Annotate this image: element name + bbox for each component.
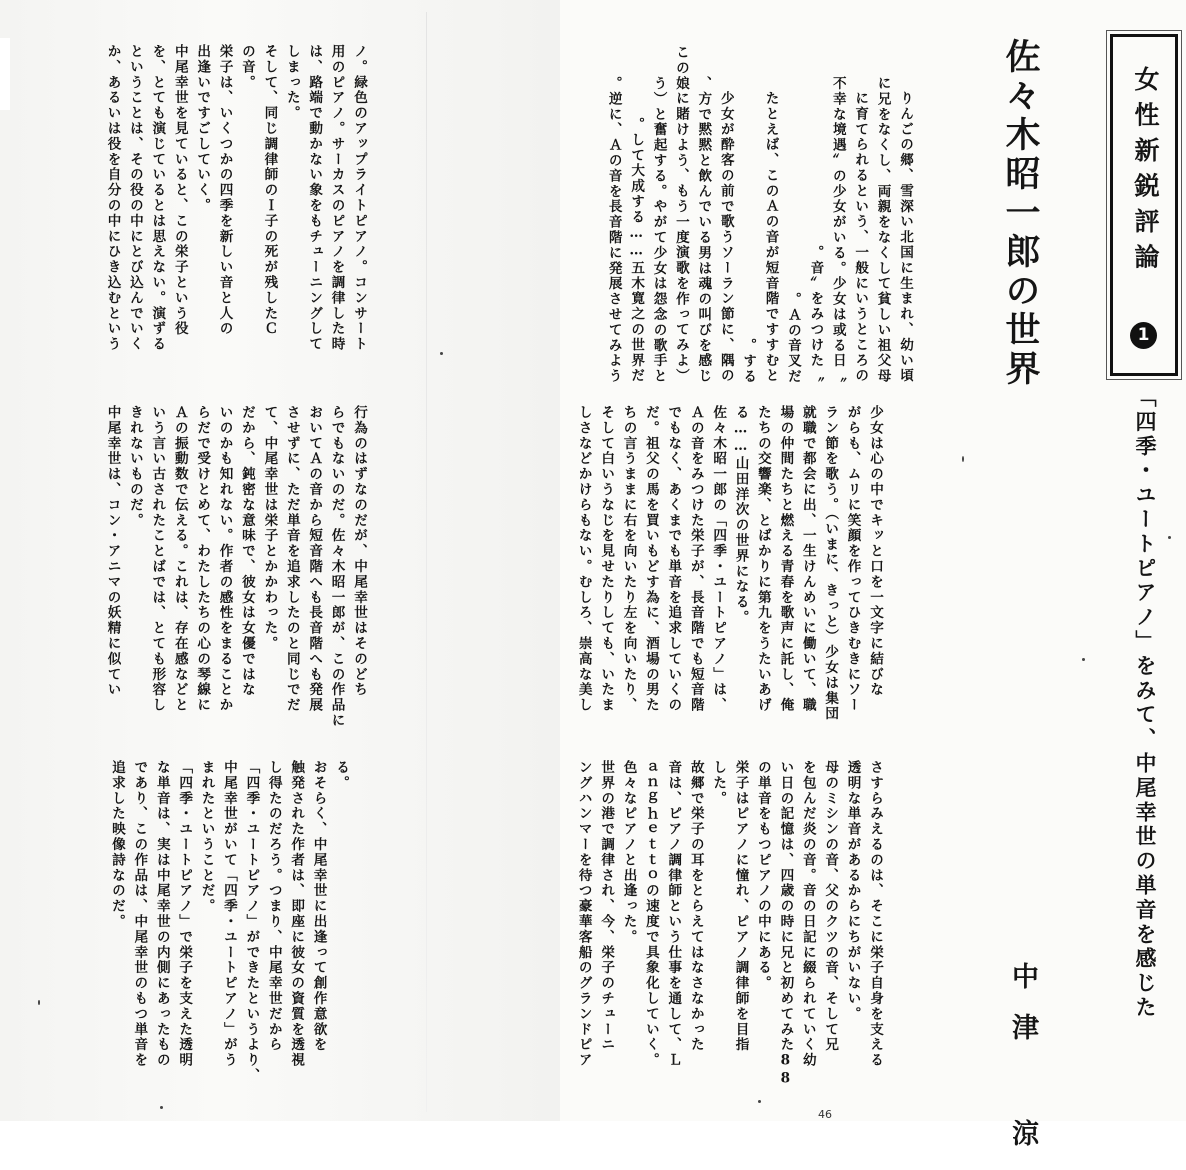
column-middle-left: 行為のはずなのだが、中尾幸世はそのどち らでもないのだ。佐々木昭一郎が、この作品に おいてＡの音から短音階へも長音階へも発展 させずに、ただ単音を追求したのと同じでだ て、中尾幸世は栄子とかかわった。 だから、鈍密な意味で、彼女は女優ではな いのかも知れない。作者の感性をまることか らだで受けとめて、わたしたちの心の琴線に Ａの振動数で伝える。これは、存在感などと いう言い古されたことばでは、とても形容し きれないものだ。 中尾幸世は、コン・アニマの妖精に似てい bbox=[104, 405, 367, 729]
print-speck bbox=[160, 1106, 163, 1109]
article-title: 佐々木昭一郎の世界 bbox=[1000, 38, 1041, 389]
print-speck bbox=[1082, 658, 1085, 661]
print-speck bbox=[1168, 536, 1171, 539]
article-subtitle: 「四季・ユートピアノ」をみて、中尾幸世の単音を感じた bbox=[1133, 386, 1158, 1021]
column-upper-right: りんごの郷、雪深い北国に生まれ、幼い頃 に兄をなくし、両親をなくして貧しい祖父母 に育てられるという、一般にいうところの 〝不幸な境遇〟の少女がいる。少女は或る日 〝音〟をみつけた。 Ａの音叉だ。 たとえば、このＡの音が短音階ですすむと する。 少女が酔客の前で歌うソーラン節に、隅の 方で黙黙と飲んでいる男は魂の叫びを感じ、 （この娘に賭けよう、もう一度演歌を作ってみよ う）と奮起する。やがて少女は怨念の歌手と して大成する……五木寛之の世界だ。 逆に、Ａの音を長音階に発展させてみよう。 bbox=[605, 45, 913, 384]
column-upper-left: ノ。緑色のアップライトピアノ。コンサート 用のピアノ。サーカスのピアノを調律した時 は、路端で動かない象をもチューニングして しまった。 そして、同じ調律師のＩ子の死が残したＣ の音。 栄子は、いくつかの四季を新しい音と人の 出逢いですごしていく。 中尾幸世を見ていると、この栄子という役 を、とても演じているとは思えない。演ずる ということは、その役の中にとび込んでいく か、あるいは役を自分の中にひき込むという bbox=[104, 44, 367, 352]
column-lower-left: る。 おそらく、中尾幸世に出逢って創作意欲を 触発された作者は、即座に彼女の資質を透視 し得たのだろう。つまり、中尾幸世だから 「四季・ユートピアノ」ができたというより、 中尾幸世がいて「四季・ユートピアノ」がう まれたということだ。 「四季・ユートピアノ」で栄子を支えた透明 な単音は、実は中尾幸世の内側にあったもの であり、この作品は、中尾幸世のもつ単音を 追求した映像詩なのだ。 bbox=[108, 760, 349, 1084]
column-lower-right: さすらみえるのは、そこに栄子自身を支える 透明な単音があるからにちがいない。 母のミシンの音、父のクツの音、そして兄 を包んだ炎の音。音の日記に綴られていく幼 い日の記憶は、四歳の時に兄と初めてみた88 の単音をもつピアノの中にある。 栄子はピアノに憧れ、ピアノ調律師を目指 した。 故郷で栄子の耳をとらえてはなさなかった 音は、ピアノ調律師という仕事を通して、Ｌ ａｎｇｈｅｔｔｏの速度で具象化していく。 色々なピアノと出逢った。 世界の港で調律され、今、栄子のチューニ ングハンマーを待つ豪華客船のグランドピア bbox=[575, 760, 883, 1089]
print-speck bbox=[38, 1000, 40, 1005]
print-speck bbox=[962, 456, 964, 462]
column-middle-right: 少女は心の中でキッと口を一文字に結びな がらも、ムリに笑顔を作ってひきむきにソー ラン節を歌う。（いまに、きっと）少女は集団 就職で都会に出、一生けんめいに働いて、職 場の仲間たちと燃える青春を歌声に託し、俺 たちの交響楽、とばかりに第九をうたいあげ る……山田洋次の世界になる。 佐々木昭一郎の「四季・ユートピアノ」は、 Ａの音をみつけた栄子が、長音階でも短音階 でもなく、あくまでも単音を追求していくの だ。祖父の馬を買いもどす為に、酒場の男た ちの言うままに右を向いたり左を向いたり、 そして白いうなじを見せたりしても、いたま しさなどかけらもない。むしろ、崇高な美し bbox=[575, 405, 883, 722]
author-name: 中津 涼 bbox=[1007, 962, 1038, 1170]
binding-mark bbox=[0, 38, 10, 110]
series-number-badge: 1 bbox=[1130, 322, 1157, 349]
page-fold bbox=[426, 12, 427, 1112]
print-speck bbox=[758, 1100, 761, 1103]
series-title: 女性新鋭評論 bbox=[1131, 66, 1160, 279]
print-speck bbox=[440, 352, 443, 355]
page-number: 46 bbox=[818, 1108, 832, 1121]
